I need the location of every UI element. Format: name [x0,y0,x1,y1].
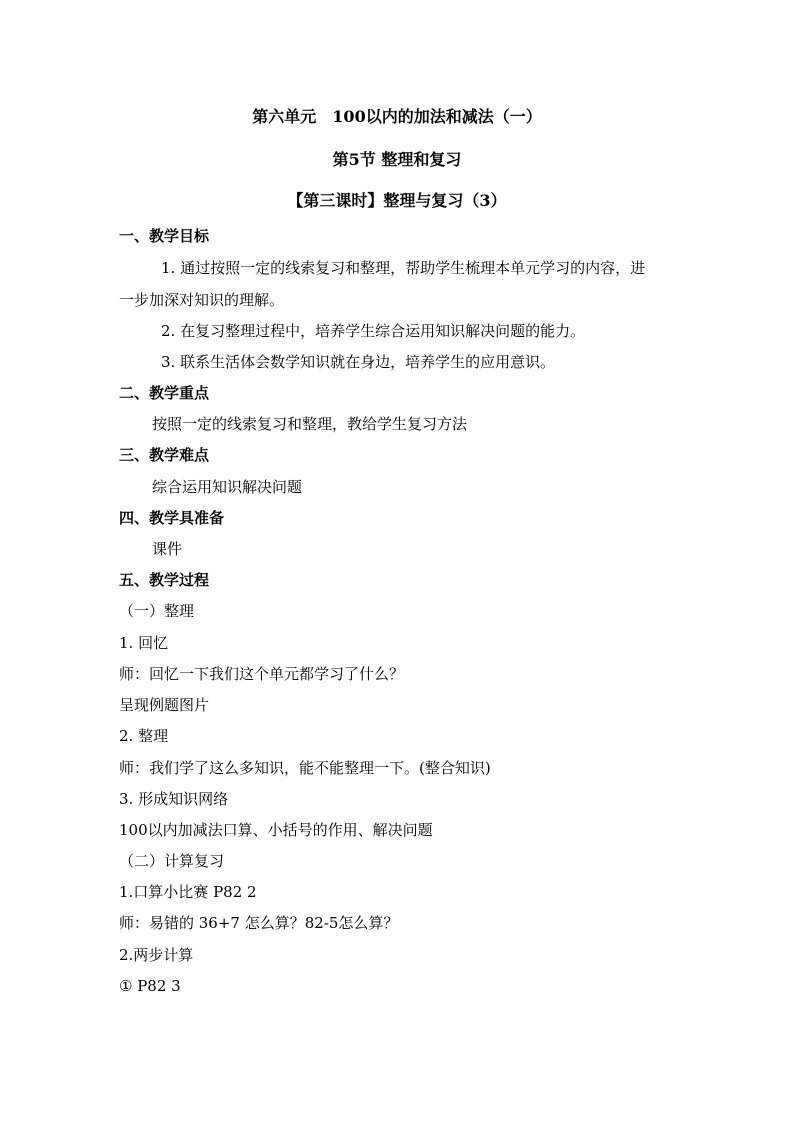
calc-2-item: ① P82 3 [119,977,181,995]
heading-difficulties: 三、教学难点 [119,446,210,464]
calc-2: 2.两步计算 [119,946,194,964]
heading-materials: 四、教学具准备 [119,509,225,527]
process-step-1-show: 呈现例题图片 [119,696,210,714]
process-step-3-text: 100以内加减法口算、小括号的作用、解决问题 [119,821,433,839]
calc-1-teacher: 师：易错的 36+7 怎么算？82-5怎么算？ [119,914,399,932]
objective-1-line1: 1. 通过按照一定的线索复习和整理，帮助学生梳理本单元学习的内容，进 [161,259,646,277]
key-points-text: 按照一定的线索复习和整理，教给学生复习方法 [152,415,468,433]
objective-1-line2: 一步加深对知识的理解。 [119,291,285,309]
calc-1: 1.口算小比赛 P82 2 [119,883,257,901]
process-step-2: 2. 整理 [119,727,169,745]
materials-text: 课件 [152,540,183,558]
process-step-2-teacher: 师：我们学了这么多知识，能不能整理一下。(整合知识) [119,759,491,777]
heading-key-points: 二、教学重点 [119,384,210,402]
difficulties-text: 综合运用知识解决问题 [152,478,303,496]
process-step-1: 1. 回忆 [119,634,169,652]
heading-objectives: 一、教学目标 [119,227,210,245]
heading-process: 五、教学过程 [119,571,210,589]
unit-title: 第六单元 100以内的加法和减法（一） [252,107,542,126]
process-part-2: （二）计算复习 [119,852,225,870]
section-title: 第5节 整理和复习 [332,150,462,169]
process-part-1: （一）整理 [119,602,195,620]
process-step-3: 3. 形成知识网络 [119,790,229,808]
lesson-title: 【第三课时】整理与复习（3） [287,191,507,210]
objective-3: 3. 联系生活体会数学知识就在身边，培养学生的应用意识。 [161,353,556,371]
process-step-1-teacher: 师：回忆一下我们这个单元都学习了什么？ [119,665,405,683]
objective-2: 2. 在复习整理过程中，培养学生综合运用知识解决问题的能力。 [161,322,586,340]
